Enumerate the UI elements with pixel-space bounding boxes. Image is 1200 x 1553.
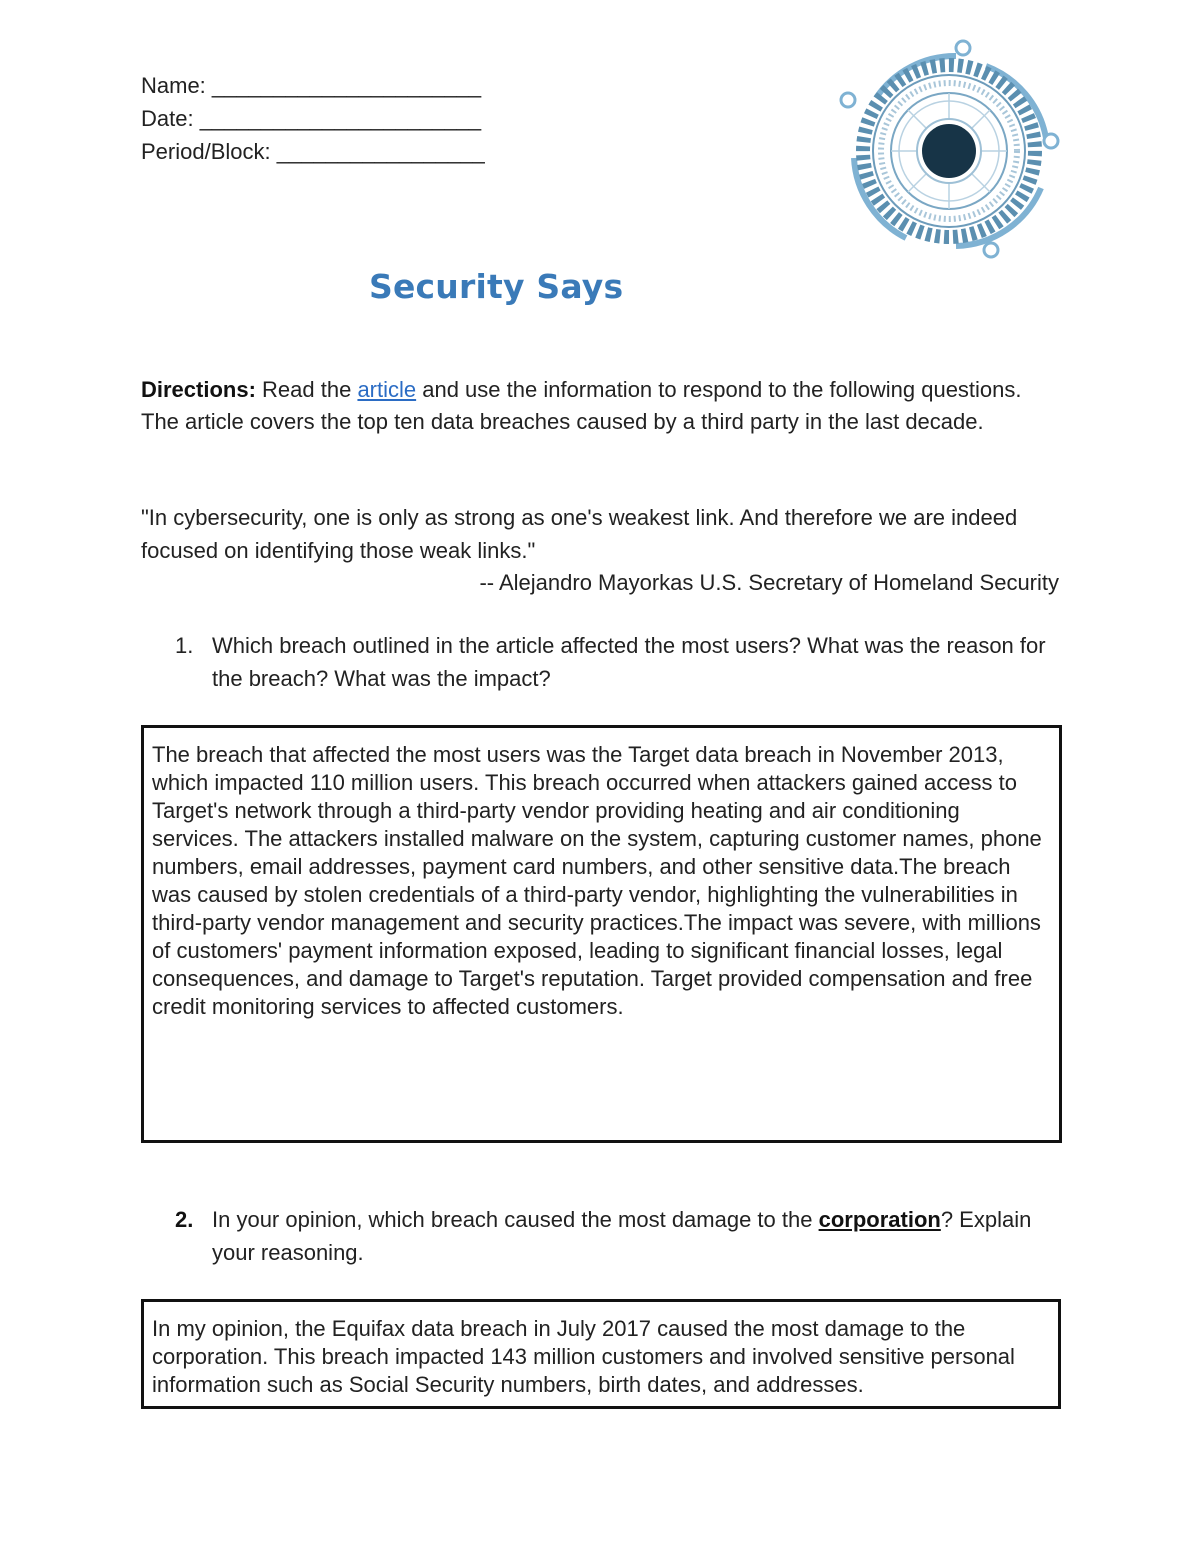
question-1	[175, 629, 1055, 695]
security-eye-logo-icon	[836, 38, 1062, 264]
date-field[interactable]: Date: _______________________	[141, 106, 482, 131]
question-2-text	[212, 1203, 1055, 1269]
directions-paragraph	[141, 374, 1061, 438]
answer-2-text: In my opinion, the Equifax data breach in July 2017 caused the most damage to the corporation. This breach impacted 143 million customers and involved sensitive personal information such as Social Security numbers, birth dates, and addresses.	[152, 1316, 1015, 1397]
answer-2-box[interactable]	[141, 1299, 1061, 1409]
directions-text-pre: Read the	[255, 377, 358, 402]
question-2-emphasis: corporation	[818, 1207, 941, 1232]
directions-text-post: and use the information to respond to the following questions. The article covers the top ten data breaches caused by a third party in the last decade.	[141, 377, 1022, 434]
question-2-number: 2.	[175, 1207, 194, 1232]
question-1-text: Which breach outlined in the article affected the most users? What was the reason for the breach? What was the impact?	[212, 633, 1046, 691]
question-2-text-post: ? Explain your reasoning.	[212, 1207, 1032, 1265]
question-2-text-pre: In your opinion, which breach caused the most damage to the	[212, 1207, 819, 1232]
answer-1-text: The breach that affected the most users was the Target data breach in November 2013, which impacted 110 million users. This breach occurred when attackers gained access to Target's network through a third-party vendor providing heating and air conditioning services. The attackers installed malware on the system, capturing customer names, phone numbers, email addresses, payment card numbers, and other sensitive data.The breach was caused by stolen credentials of a third-party vendor, highlighting the vulnerabilities in third-party vendor management and security practices.The impact was severe, with millions of customers' payment information exposed, leading to significant financial losses, legal consequences, and damage to Target's reputation. Target provided compensation and free credit monitoring services to affected customers.	[152, 742, 1042, 1019]
question-1-number: 1.	[175, 633, 194, 658]
article-link[interactable]: article	[357, 377, 417, 402]
question-2	[175, 1203, 1055, 1269]
directions-label: Directions:	[141, 377, 256, 402]
quote-text: "In cybersecurity, one is only as strong as one's weakest link. And therefore we are indeed focused on identifying those weak links."	[141, 505, 1018, 563]
quote-attribution: -- Alejandro Mayorkas U.S. Secretary of Homeland Security	[479, 570, 1059, 595]
period-block-field[interactable]: Period/Block: _________________	[141, 139, 485, 164]
answer-1-box[interactable]	[141, 725, 1062, 1143]
name-field[interactable]: Name: ______________________	[141, 73, 482, 98]
student-info-header	[141, 69, 485, 168]
page-title: Security Says	[369, 267, 624, 306]
